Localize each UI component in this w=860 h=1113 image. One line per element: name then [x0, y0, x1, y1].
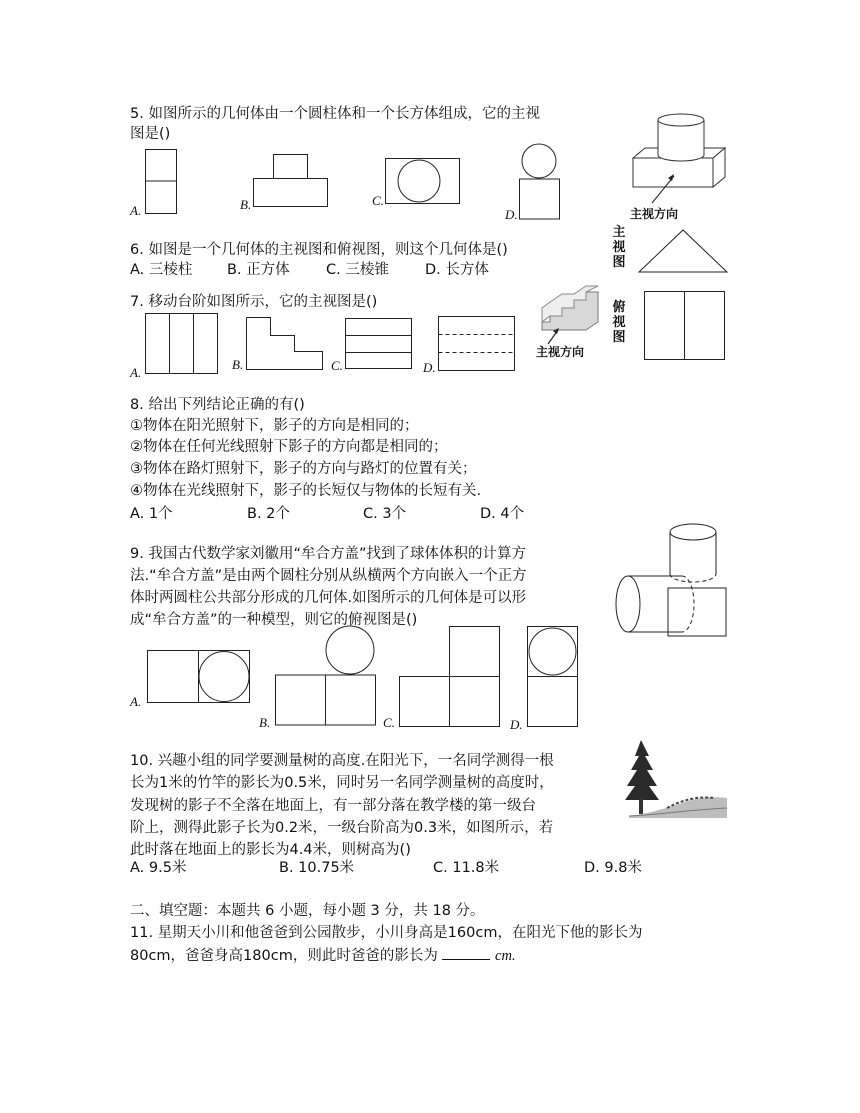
q9-option-b-label: B. [259, 715, 271, 730]
q7-option-d-figure [438, 316, 516, 372]
q5-option-a-label: A. [130, 203, 142, 218]
q6-top-view-rect [644, 291, 726, 361]
q10-line-4: 阶上，测得此影子长为0.2米，一级台阶高为0.3米，如图所示，若 [130, 820, 554, 836]
q9-option-d-figure [527, 626, 579, 728]
q7-stem: 7. 移动台阶如图所示，它的主视图是() [130, 294, 378, 310]
q11-line2-post: cm. [495, 948, 516, 964]
q9-option-c-figure [399, 626, 501, 728]
q10-line-2: 长为1米的竹竿的影长为0.5米，同时另一名同学测量树的高度时， [130, 775, 554, 791]
q9-line-3: 体时两圆柱公共部分形成的几何体.如图所示的几何体是可以形 [130, 590, 527, 606]
q5-option-c-figure [385, 158, 461, 206]
q7-option-c-figure [345, 318, 413, 370]
q9-option-d-label: D. [510, 717, 523, 732]
q11-answer-blank[interactable] [442, 945, 490, 960]
q11-line1: 11. 星期天小川和他爸爸到公园散步，小川身高是160cm，在阳光下他的影长为 [130, 925, 643, 941]
q10-line-5: 此时落在地面上的影长为4.4米，则树高为() [130, 842, 411, 858]
q8-statement-3: ③物体在路灯照射下，影子的方向与路灯的位置有关； [130, 461, 477, 477]
q9-solid-figure [610, 520, 730, 640]
q8-statement-4: ④物体在光线照射下，影子的长短仅与物体的长短有关. [130, 483, 482, 499]
q7-option-a-figure [145, 313, 219, 375]
q5-view-direction: 主视方向 [630, 207, 679, 221]
q10-choice-a: A. 9.5米 [130, 860, 187, 876]
q9-option-c-label: C. [383, 715, 395, 730]
q6-choice-a: A. 三棱柱 [130, 262, 193, 278]
q7-option-d-label: D. [423, 360, 436, 375]
q9-option-a-figure [147, 650, 251, 704]
q10-choice-b: B. 10.75米 [279, 860, 355, 876]
q10-choice-c: C. 11.8米 [433, 860, 500, 876]
q7-option-c-label: C. [331, 358, 343, 373]
q5-line2: 图是() [130, 126, 171, 142]
q9-option-b-figure [275, 625, 377, 727]
q5-option-b-label: B. [240, 197, 252, 212]
q10-choice-d: D. 9.8米 [584, 860, 642, 876]
q5-option-a-figure [145, 149, 177, 215]
q9-line-1: 9. 我国古代数学家刘徽用“牟合方盖”找到了球体体积的计算方 [130, 546, 526, 562]
section2-heading: 二、填空题：本题共 6 小题，每小题 3 分，共 18 分。 [130, 903, 485, 919]
q10-tree-figure [627, 738, 731, 822]
q6-choice-c: C. 三棱锥 [326, 262, 389, 278]
q5-solid-figure [630, 108, 730, 196]
q5-option-d-label: D. [505, 207, 518, 222]
q7-option-b-label: B. [232, 357, 244, 372]
q11-line2 [130, 945, 516, 966]
q8-statement-1: ①物体在阳光照射下，影子的方向是相同的； [130, 418, 419, 434]
q5-option-c-label: C. [372, 193, 384, 208]
q10-line-1: 10. 兴趣小组的同学要测量树的高度.在阳光下，一名同学测得一根 [130, 753, 554, 769]
q6-top-view-label: 俯视图 [612, 300, 626, 345]
q6-stem: 6. 如图是一个几何体的主视图和俯视图，则这个几何体是() [130, 242, 508, 258]
q6-front-view-triangle [637, 228, 729, 274]
q6-front-view-label: 主视图 [612, 225, 626, 270]
q5-option-d-figure [519, 144, 561, 220]
q8-statement-2: ②物体在任何光线照射下影子的方向都是相同的； [130, 439, 448, 455]
q6-choice-d: D. 长方体 [425, 262, 489, 278]
q10-line-3: 发现树的影子不全落在地面上，有一部分落在教学楼的第一级台 [130, 798, 536, 814]
q11-line2-pre: 80cm，爸爸身高180cm，则此时爸爸的影长为 [130, 948, 438, 964]
q8-choice-a: A. 1个 [130, 506, 173, 522]
q8-stem: 8. 给出下列结论正确的有() [130, 397, 305, 413]
q8-choice-b: B. 2个 [247, 506, 290, 522]
q7-stairs-figure [538, 286, 602, 344]
q6-choice-b: B. 正方体 [227, 262, 290, 278]
q8-choice-d: D. 4个 [480, 506, 525, 522]
q9-line-4: 成“牟合方盖”的一种模型，则它的俯视图是() [130, 612, 418, 628]
q7-option-a-label: A. [130, 365, 142, 380]
q8-choice-c: C. 3个 [363, 506, 407, 522]
q5-line1: 5. 如图所示的几何体由一个圆柱体和一个长方体组成，它的主视 [130, 106, 540, 122]
q9-line-2: 法.“牟合方盖”是由两个圆柱分别从纵横两个方向嵌入一个正方 [130, 568, 527, 584]
q5-option-b-figure [253, 154, 329, 208]
q7-option-b-figure [246, 317, 324, 371]
q9-option-a-label: A. [130, 694, 142, 709]
q7-view-direction: 主视方向 [536, 345, 585, 359]
